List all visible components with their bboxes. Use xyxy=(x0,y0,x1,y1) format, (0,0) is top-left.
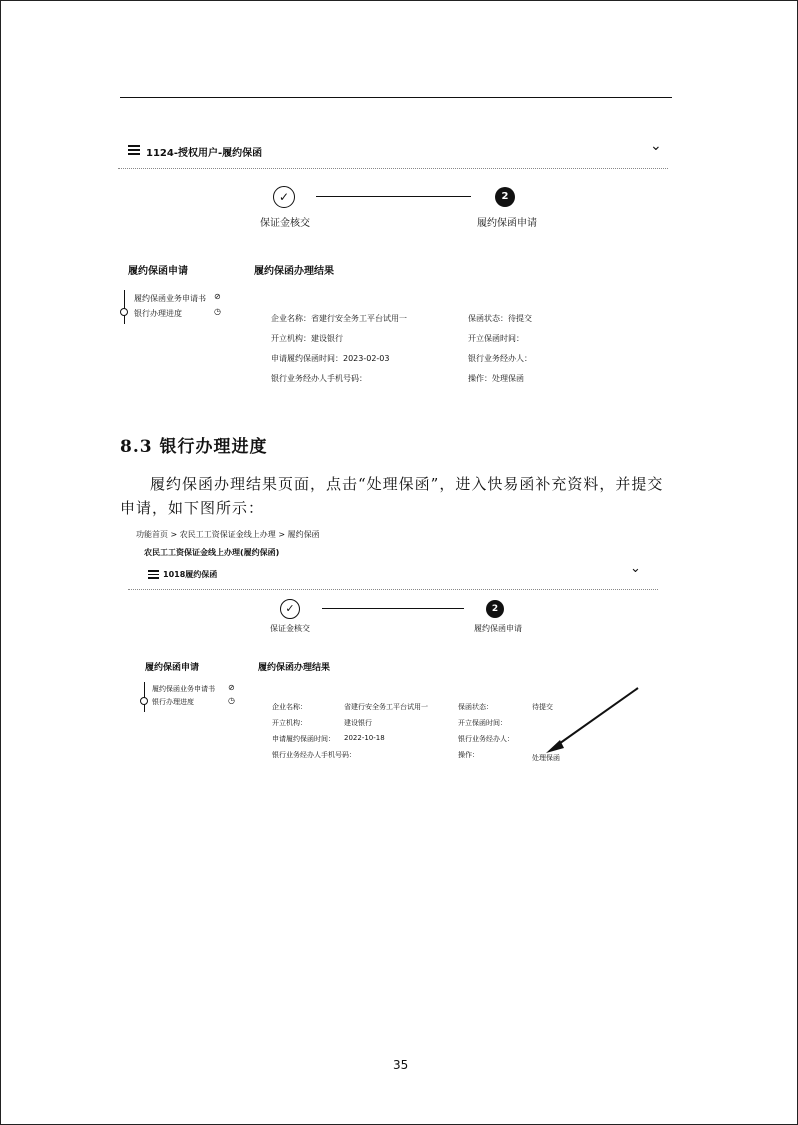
step-2-label: 履约保函申请 xyxy=(474,624,522,633)
breadcrumb[interactable]: 功能首页 > 农民工工资保证金线上办理 > 履约保函 xyxy=(136,530,320,539)
label-manager: 银行业务经办人： xyxy=(458,735,514,743)
label-action: 操作： xyxy=(458,751,479,759)
field-action[interactable]: 操作：处理保函 xyxy=(468,374,524,383)
label-status: 保函状态： xyxy=(458,703,493,711)
menu-title: 1124-授权用户-履约保函 xyxy=(146,148,263,159)
field-manager-phone: 银行业务经办人手机号码： xyxy=(271,374,367,383)
right-panel-title: 履约保函办理结果 xyxy=(258,663,331,673)
step-done-icon: ✓ xyxy=(280,599,300,619)
left-item-progress[interactable]: 银行办理进度 xyxy=(134,309,182,318)
value-bank: 建设银行 xyxy=(344,719,372,727)
label-open-time: 开立保函时间： xyxy=(458,719,507,727)
chevron-down-icon[interactable]: ⌄ xyxy=(650,138,662,154)
field-manager: 银行业务经办人： xyxy=(468,354,532,363)
step-connector xyxy=(316,196,471,197)
paragraph-line-2: 申请，如下图所示： xyxy=(120,499,265,517)
left-item-application[interactable]: 履约保函业务申请书 xyxy=(152,685,215,693)
step-2-badge: 2 xyxy=(486,600,504,618)
right-panel-title: 履约保函办理结果 xyxy=(254,266,334,277)
value-company: 省建行安全务工平台试用一 xyxy=(344,703,428,711)
field-open-time: 开立保函时间： xyxy=(468,334,524,343)
handle-guarantee-link[interactable]: 处理保函 xyxy=(532,754,560,762)
scan-noise xyxy=(118,168,668,169)
field-apply-time: 申请履约保函时间：2023-02-03 xyxy=(271,354,390,363)
progress-dot xyxy=(140,697,148,705)
paragraph-line-1: 履约保函办理结果页面，点击“处理保函”，进入快易函补充资料，并提交 xyxy=(150,475,664,493)
left-panel-title: 履约保函申请 xyxy=(145,663,200,673)
field-company: 企业名称：省建行安全务工平台试用一 xyxy=(271,314,407,323)
value-status: 待提交 xyxy=(532,703,553,711)
label-manager-phone: 银行业务经办人手机号码： xyxy=(272,751,356,759)
chevron-down-icon[interactable]: ⌄ xyxy=(630,561,641,576)
scan-noise xyxy=(128,589,658,590)
progress-line xyxy=(124,290,125,324)
progress-dot xyxy=(120,308,128,316)
clock-icon: ◷ xyxy=(214,307,221,316)
label-apply-time: 申请履约保函时间： xyxy=(272,735,335,743)
step-1-label: 保证金核交 xyxy=(270,624,310,633)
left-item-application[interactable]: 履约保函业务申请书 xyxy=(134,294,206,303)
page-number: 35 xyxy=(393,1058,409,1072)
step-2-badge: 2 xyxy=(495,187,515,207)
section-heading: 8.3 银行办理进度 xyxy=(120,437,268,457)
field-bank: 开立机构：建设银行 xyxy=(271,334,343,343)
left-item-progress[interactable]: 银行办理进度 xyxy=(152,698,194,706)
step-1-label: 保证金核交 xyxy=(260,218,310,229)
field-status: 保函状态：待提交 xyxy=(468,314,532,323)
clock-icon: ◷ xyxy=(228,696,235,705)
check-circle-icon: ⊘ xyxy=(228,683,235,692)
step-2-label: 履约保函申请 xyxy=(477,218,537,229)
header-rule xyxy=(120,97,672,98)
menu-icon[interactable] xyxy=(128,145,140,155)
menu-icon[interactable] xyxy=(148,570,159,579)
step-connector xyxy=(322,608,464,609)
label-bank: 开立机构： xyxy=(272,719,307,727)
arrow-annotation xyxy=(520,680,660,760)
menu-title: 1018履约保函 xyxy=(163,570,218,579)
left-panel-title: 履约保函申请 xyxy=(128,266,188,277)
label-company: 企业名称： xyxy=(272,703,307,711)
value-apply-time: 2022-10-18 xyxy=(344,734,385,742)
page-title: 农民工工资保证金线上办理(履约保函) xyxy=(144,548,280,557)
step-done-icon: ✓ xyxy=(273,186,295,208)
check-circle-icon: ⊘ xyxy=(214,292,221,301)
